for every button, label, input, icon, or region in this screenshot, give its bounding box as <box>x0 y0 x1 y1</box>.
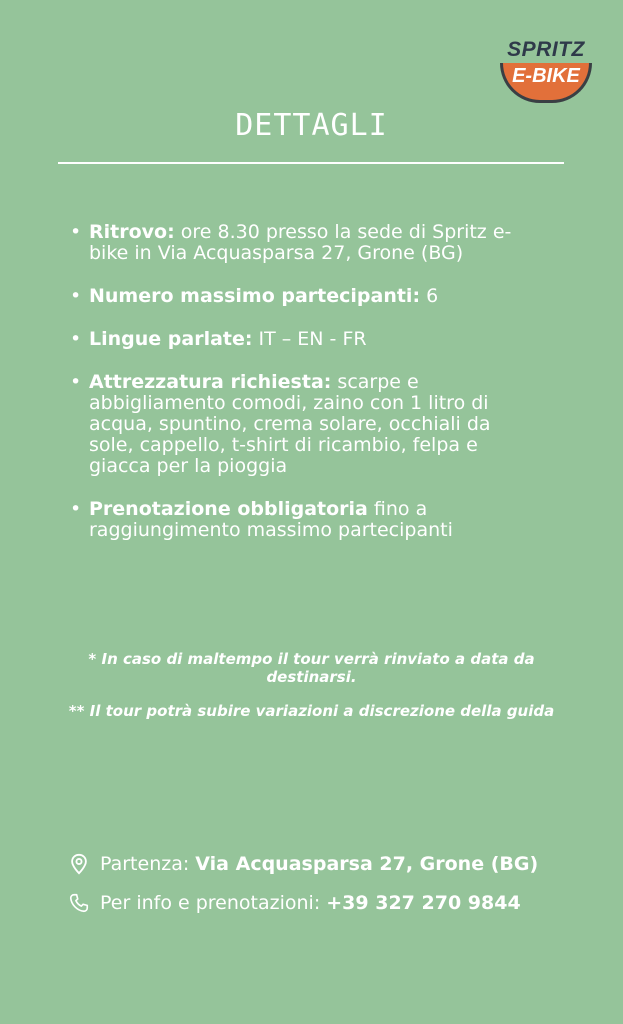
detail-label: Attrezzatura richiesta: <box>89 371 332 393</box>
detail-label: Lingue parlate: <box>89 328 253 350</box>
info-line <box>68 891 588 915</box>
detail-max-participants <box>60 286 540 307</box>
departure-label: Partenza: <box>100 853 196 875</box>
notes <box>55 650 568 736</box>
departure-address: Via Acquasparsa 27, Grone (BG) <box>195 853 539 875</box>
detail-label: Ritrovo: <box>89 221 175 243</box>
page-title: DETTAGLI <box>235 108 388 143</box>
spritz-ebike-logo <box>496 38 596 108</box>
departure-line <box>68 852 588 876</box>
detail-label: Numero massimo partecipanti: <box>89 285 421 307</box>
details-list <box>60 222 540 563</box>
bullet: • <box>70 371 82 393</box>
info-label: Per info e prenotazioni: <box>100 892 327 914</box>
bullet: • <box>70 221 82 243</box>
map-pin-icon <box>68 853 90 875</box>
detail-text: IT – EN - FR <box>252 328 367 350</box>
title-divider <box>58 162 564 164</box>
phone-number[interactable]: +39 327 270 9844 <box>326 892 521 914</box>
variations-note: ** Il tour potrà subire variazioni a discrezione della guida <box>68 702 555 720</box>
logo-line-ebike: E-BIKE <box>500 63 592 103</box>
detail-text: scarpe e abbigliamento comodi, zaino con 1 litro di acqua, spuntino, crema solare, occhiali da sole, cappello, t-shirt di ricambio, felpa e giacca per la pioggia <box>89 371 491 477</box>
detail-meeting-point <box>60 222 540 264</box>
detail-equipment <box>60 372 540 477</box>
detail-text: ore 8.30 presso la sede di Spritz e-bike in Via Acquasparsa 27, Grone (BG) <box>89 221 512 264</box>
detail-text: 6 <box>420 285 439 307</box>
detail-languages <box>60 329 540 350</box>
bullet: • <box>70 328 82 350</box>
detail-label: Prenotazione obbligatoria <box>89 498 368 520</box>
weather-note: * In caso di maltempo il tour verrà rinviato a data da destinarsi. <box>88 650 535 686</box>
bullet: • <box>70 285 82 307</box>
phone-icon <box>68 892 90 914</box>
logo-line-spritz: SPRITZ <box>507 38 585 61</box>
detail-booking <box>60 499 540 541</box>
bullet: • <box>70 498 82 520</box>
detail-text: fino a raggiungimento massimo partecipanti <box>89 498 453 541</box>
